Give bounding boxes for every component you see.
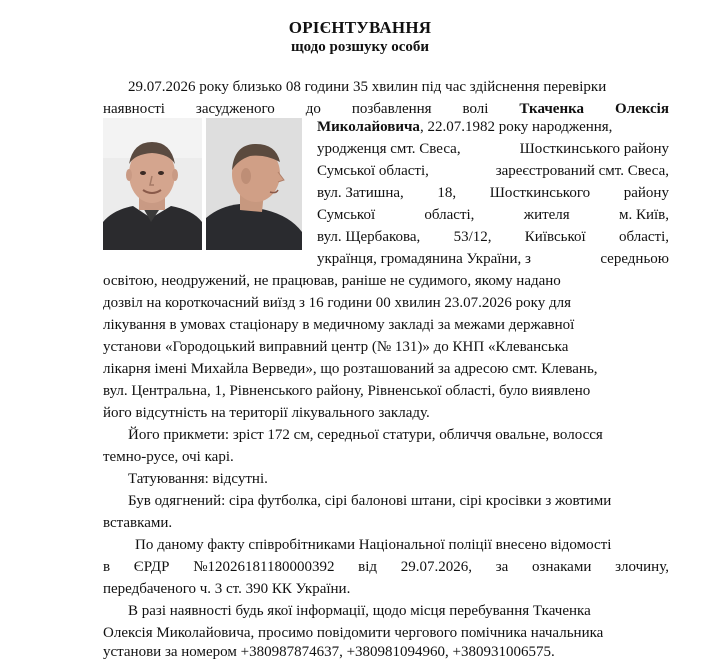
para1-word: наявності: [103, 101, 165, 117]
profile-photo-image: [206, 118, 302, 250]
contact-line-2: Олексія Миколайовича, просимо повідомити чергового помічника начальника: [103, 625, 604, 641]
police-word: в: [103, 559, 111, 575]
police-word: злочину,: [615, 559, 669, 575]
police-line-1: По даному факту співробітниками Національної поліції внесено відомості: [135, 537, 612, 553]
signs-line-1: Його прикмети: зріст 172 см, середньої статури, обличчя овальне, волосся: [128, 427, 603, 443]
para1-chunk: жителя: [523, 207, 570, 223]
police-word: №12026181180000392: [193, 559, 335, 575]
clothes-line-1: Був одягнений: сіра футболка, сірі балонові штани, сірі кросівки з жовтими: [128, 493, 612, 509]
para1-line-15: вул. Центральна, 1, Рівненського району, Рівненської області, було виявлено: [103, 383, 591, 399]
police-word: ознаками: [532, 559, 592, 575]
para1-chunk: району: [623, 185, 669, 201]
profile-photo: [206, 118, 302, 250]
para1-chunk: вул. Щербакова,: [317, 229, 421, 245]
para1-chunk: середньою: [600, 251, 669, 267]
para1-line-14: лікарня імені Михайла Верведи», що розташований за адресою смт. Клевань,: [103, 361, 598, 377]
clothes-line-2: вставками.: [103, 515, 173, 531]
police-line-2: [103, 558, 669, 577]
para1-chunk: 18,: [437, 185, 457, 201]
para1-line-16: його відсутність на території лікувального закладу.: [103, 405, 430, 421]
police-line-3: передбаченого ч. 3 ст. 390 КК України.: [103, 581, 351, 597]
para1-line-10: освітою, неодружений, не працював, раніше не судимого, якому надано: [103, 273, 561, 289]
para1-chunk: м. Київ,: [618, 207, 669, 223]
person-surname: Ткаченка: [519, 101, 585, 117]
para1-chunk: вул. Затишна,: [317, 185, 404, 201]
police-word: від: [358, 559, 378, 575]
document-title: ОРІЄНТУВАННЯ: [288, 18, 432, 37]
front-photo-image: [103, 118, 202, 250]
para1-chunk: Київської: [524, 229, 586, 245]
para1-line-5: [317, 162, 669, 181]
police-word: 29.07.2026,: [400, 559, 473, 575]
contact-line-1: В разі наявності будь якої інформації, щодо місця перебування Ткаченка: [128, 603, 591, 619]
person-first-name: Олексія: [614, 101, 669, 117]
para1-line-4: [317, 140, 669, 159]
para1-word: засудженого: [195, 101, 275, 117]
para1-chunk: Сумської області,: [317, 163, 429, 179]
para1-word: волі: [462, 101, 489, 117]
para1-line-11: дозвіл на короткочасний виїзд з 16 години 00 хвилин 23.07.2026 року для: [103, 295, 571, 311]
para1-chunk: області,: [618, 229, 669, 245]
para1-chunk: зареєстрований смт. Свеса,: [495, 163, 669, 179]
para1-line-8: [317, 228, 669, 247]
para1-chunk: Шосткинського: [489, 185, 591, 201]
para1-chunk: 53/12,: [453, 229, 492, 245]
police-word: за: [495, 559, 509, 575]
para1-chunk: Сумської: [317, 207, 376, 223]
para1-line-2: [103, 100, 669, 119]
para1-chunk: області,: [424, 207, 475, 223]
para1-line-1: 29.07.2026 року близько 08 години 35 хвилин під час здійснення перевірки: [128, 79, 607, 95]
document-subtitle: щодо розшуку особи: [290, 39, 430, 55]
para1-line-9: [317, 250, 669, 269]
person-patronymic: Миколайовича: [317, 119, 420, 135]
contact-line-3: установи за номером +380987874637, +380981094960, +380931006575.: [103, 644, 555, 660]
para1-line-12: лікування в умовах стаціонару в медичному закладі за межами державної: [103, 317, 575, 333]
para1-line-3: [317, 118, 612, 137]
para1-chunk: уродженця смт. Свеса,: [317, 141, 461, 157]
para1-line-7: [317, 206, 669, 225]
front-photo: [103, 118, 202, 250]
para1-birth-date: , 22.07.1982 року народження,: [419, 119, 613, 135]
para1-chunk: Шосткинського району: [519, 141, 669, 157]
para1-line-13: установи «Городоцький виправний центр (№ 131)» до КНП «Клеванська: [103, 339, 569, 355]
para1-word: до: [305, 101, 321, 117]
para1-word: позбавлення: [351, 101, 432, 117]
signs-line-2: темно-русе, очі карі.: [103, 449, 234, 465]
tattoo-line: Татуювання: відсутні.: [128, 471, 268, 487]
police-word: ЄРДР: [133, 559, 170, 575]
para1-chunk: українця, громадянина України, з: [317, 251, 531, 267]
para1-line-6: [317, 184, 669, 203]
